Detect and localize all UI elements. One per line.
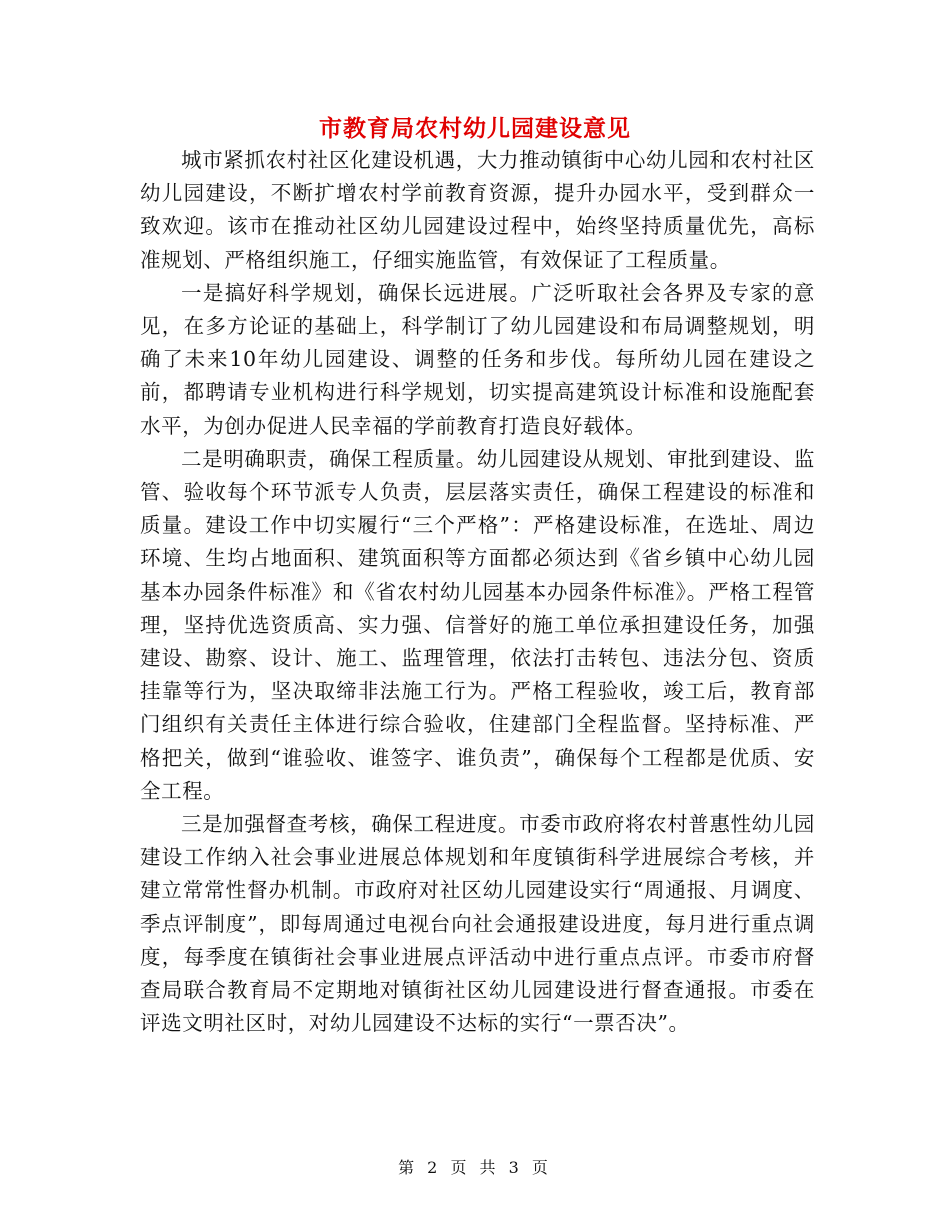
document-body	[140, 144, 815, 1040]
paragraph-supervision: 三是加强督查考核，确保工程进度。市委市政府将农村普惠性幼儿园建设工作纳入社会事业进展总体规划和年度镇街科学进展综合考核，并建立常常性督办机制。市政府对社区幼儿园建设实行“周通报、月调度、季点评制度”，即每周通过电视台向社会通报建设进度，每月进行重点调度，每季度在镇街社会事业进展点评活动中进行重点点评。市委市府督查局联合教育局不定期地对镇街社区幼儿园建设进行督查通报。市委在评选文明社区时，对幼儿园建设不达标的实行“一票否决”。	[140, 812, 815, 1036]
document-title: 市教育局农村幼儿园建设意见	[319, 115, 631, 142]
page-number-footer: 第 2 页 共 3 页	[398, 1158, 552, 1177]
paragraph-responsibility: 二是明确职责，确保工程质量。幼儿园建设从规划、审批到建设、监管、验收每个环节派专人负责，层层落实责任，确保工程建设的标准和质量。建设工作中切实履行“三个严格”：严格建设标准，在选址、周边环境、生均占地面积、建筑面积等方面都必须达到《省乡镇中心幼儿园基本办园条件标准》和《省农村幼儿园基本办园条件标准》。严格工程管理，坚持优选资质高、实力强、信誉好的施工单位承担建设任务，加强建设、勘察、设计、施工、监理管理，依法打击转包、违法分包、资质挂靠等行为，坚决取缔非法施工行为。严格工程验收，竣工后，教育部门组织有关责任主体进行综合验收，住建部门全程监督。坚持标准、严格把关，做到“谁验收、谁签字、谁负责”，确保每个工程都是优质、安全工程。	[140, 446, 815, 803]
paragraph-planning: 一是搞好科学规划，确保长远进展。广泛听取社会各界及专家的意见，在多方论证的基础上，科学制订了幼儿园建设和布局调整规划，明确了未来10年幼儿园建设、调整的任务和步伐。每所幼儿园在建设之前，都聘请专业机构进行科学规划，切实提高建筑设计标准和设施配套水平，为创办促进人民幸福的学前教育打造良好载体。	[140, 280, 815, 438]
paragraph-intro: 城市紧抓农村社区化建设机遇，大力推动镇街中心幼儿园和农村社区幼儿园建设，不断扩增农村学前教育资源，提升办园水平，受到群众一致欢迎。该市在推动社区幼儿园建设过程中，始终坚持质量优先，高标准规划、严格组织施工，仔细实施监管，有效保证了工程质量。	[140, 148, 815, 272]
